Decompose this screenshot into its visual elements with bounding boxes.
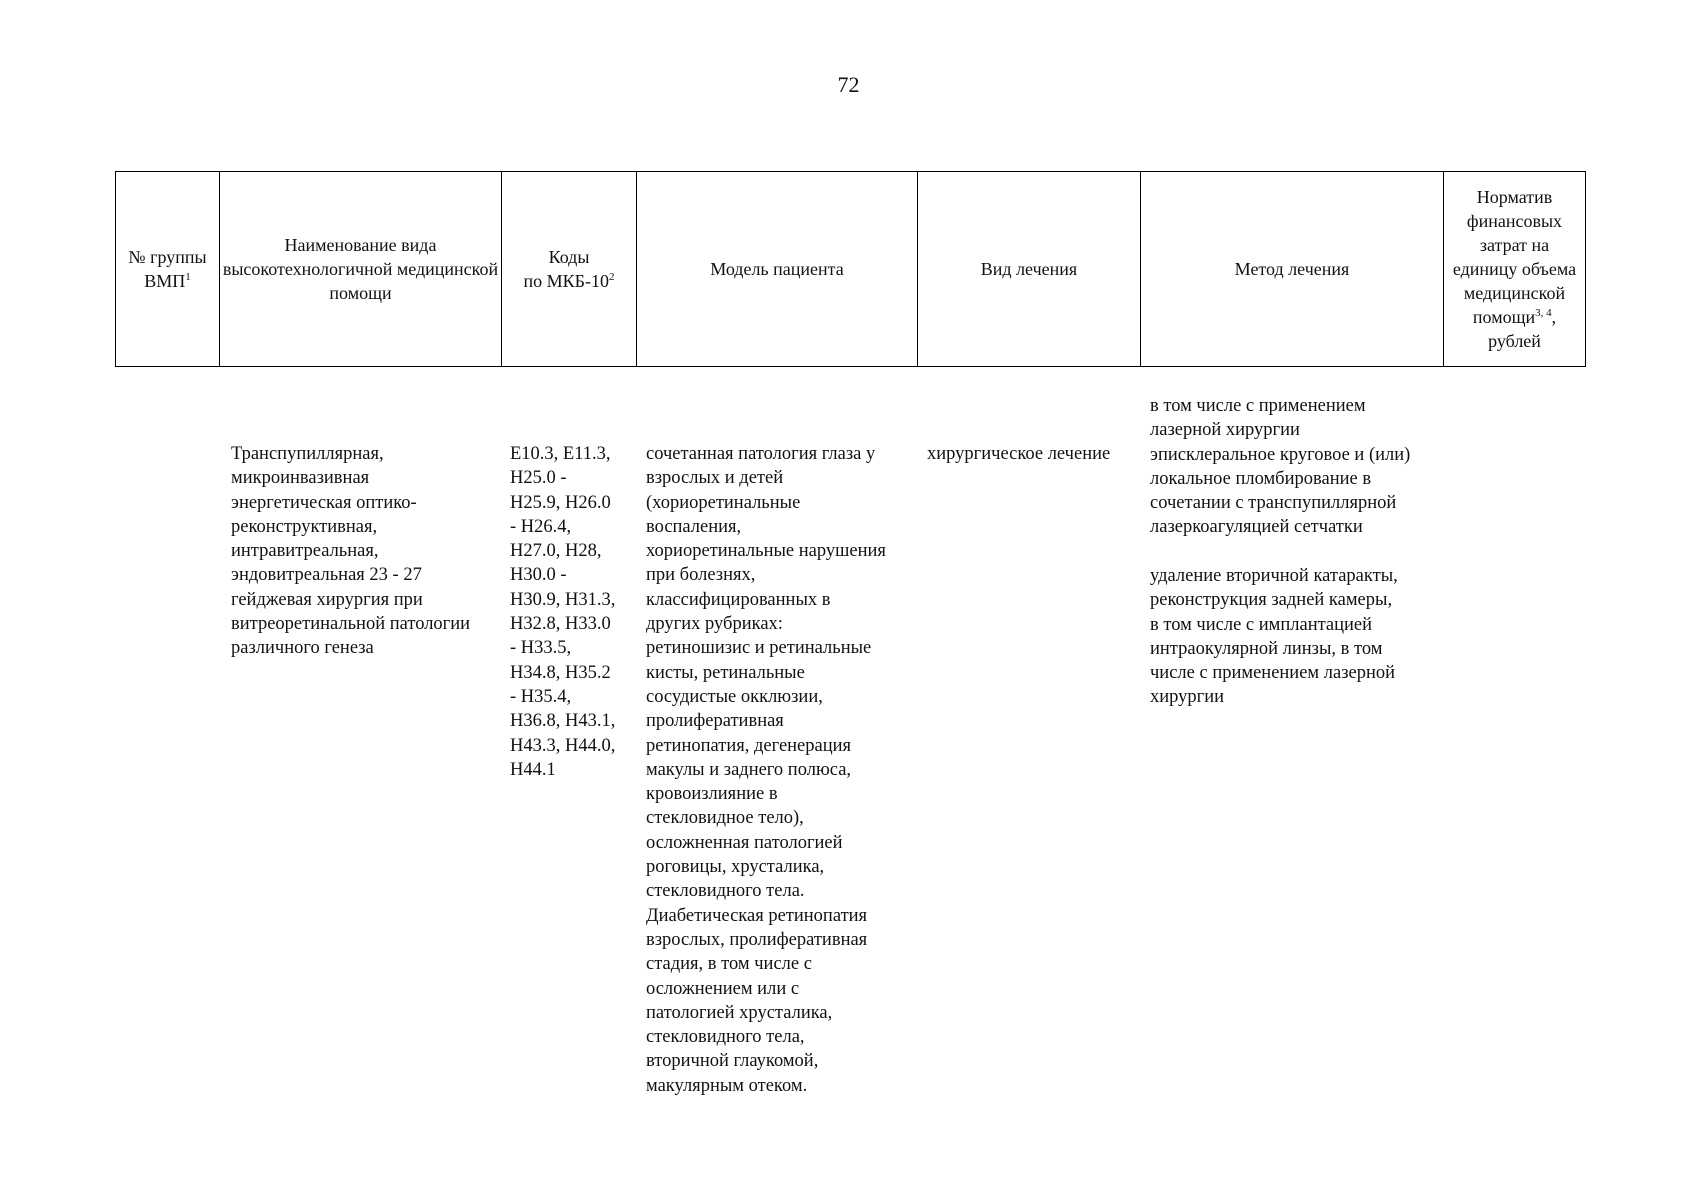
header-patient-model (637, 172, 918, 367)
footnote-2: 2 (608, 271, 615, 283)
header-cost-standard-unit: , рублей (1488, 307, 1557, 351)
treatment-method-cell-2: удаление вторичной катаракты, реконструкция задней камеры, в том числе с имплантацией интраокулярной линзы, в том числе с применением лазерной хирургии (1150, 566, 1398, 708)
patient-model-cell: сочетанная патология глаза у взрослых и детей (хориоретинальные воспаления, хориоретинальные нарушения при болезнях, классифицированных в других рубриках: ретиношизис и ретинальные кисты, ретинальные сосудистые окклюзии, пролиферативная ретинопатия, дегенерация макулы и заднего полюса, кровоизлияние в стекловидное тело), осложненная патологией роговицы, хрусталика, стекловидного тела. Диабетическая ретинопатия взрослых, пролиферативная стадия, в том числе с осложнением или с патологией хрусталика, стекловидного тела, вторичной глаукомой, макулярным отеком. (646, 444, 886, 1096)
care-type-name-cell: Транспупиллярная, микроинвазивная энергетическая оптико- реконструктивная, интравитреальная, эндовитреальная 23 - 27 гейджевая хирургия при витреоретинальной патологии различного генеза (231, 444, 471, 659)
header-treatment-method-label: Метод лечения (1234, 259, 1350, 279)
header-icd-codes-line1: Коды (548, 247, 590, 267)
header-icd-codes (502, 172, 637, 367)
treatment-method-cell-1: в том числе с применением лазерной хирургии эписклеральное круговое и (или) локальное пломбирование в сочетании с транспупиллярной лазеркоагуляцией сетчатки (1150, 396, 1411, 538)
table-header (115, 171, 1586, 367)
header-care-type-name (220, 172, 502, 367)
footnote-1: 1 (185, 271, 191, 283)
footnote-3-4: 3, 4 (1535, 307, 1552, 319)
header-treatment-type (918, 172, 1141, 367)
header-patient-model-label: Модель пациента (710, 259, 844, 279)
table-row (115, 390, 1585, 1110)
header-treatment-method (1141, 172, 1444, 367)
header-group-number (116, 172, 220, 367)
icd-codes-cell: E10.3, E11.3, H25.0 - H25.9, H26.0 - H26.4, H27.0, H28, H30.0 - H30.9, H31.3, H32.8, H33.0 - H33.5, H34.8, H35.2 - H35.4, H36.8, H43.1, H43.3, H44.0, H44.1 (510, 444, 616, 780)
header-group-number-label: № группы ВМП (128, 247, 207, 291)
header-cost-standard (1444, 172, 1586, 367)
header-care-type-name-label: Наименование вида высокотехнологичной медицинской помощи (222, 235, 499, 303)
header-icd-codes-line2: по МКБ-10 (523, 271, 609, 291)
header-treatment-type-label: Вид лечения (980, 259, 1078, 279)
page-number: 72 (837, 72, 860, 97)
header-cost-standard-label: Норматив финансовых затрат на единицу объема медицинской помощи (1452, 187, 1577, 327)
treatment-type-cell: хирургическое лечение (927, 444, 1111, 464)
